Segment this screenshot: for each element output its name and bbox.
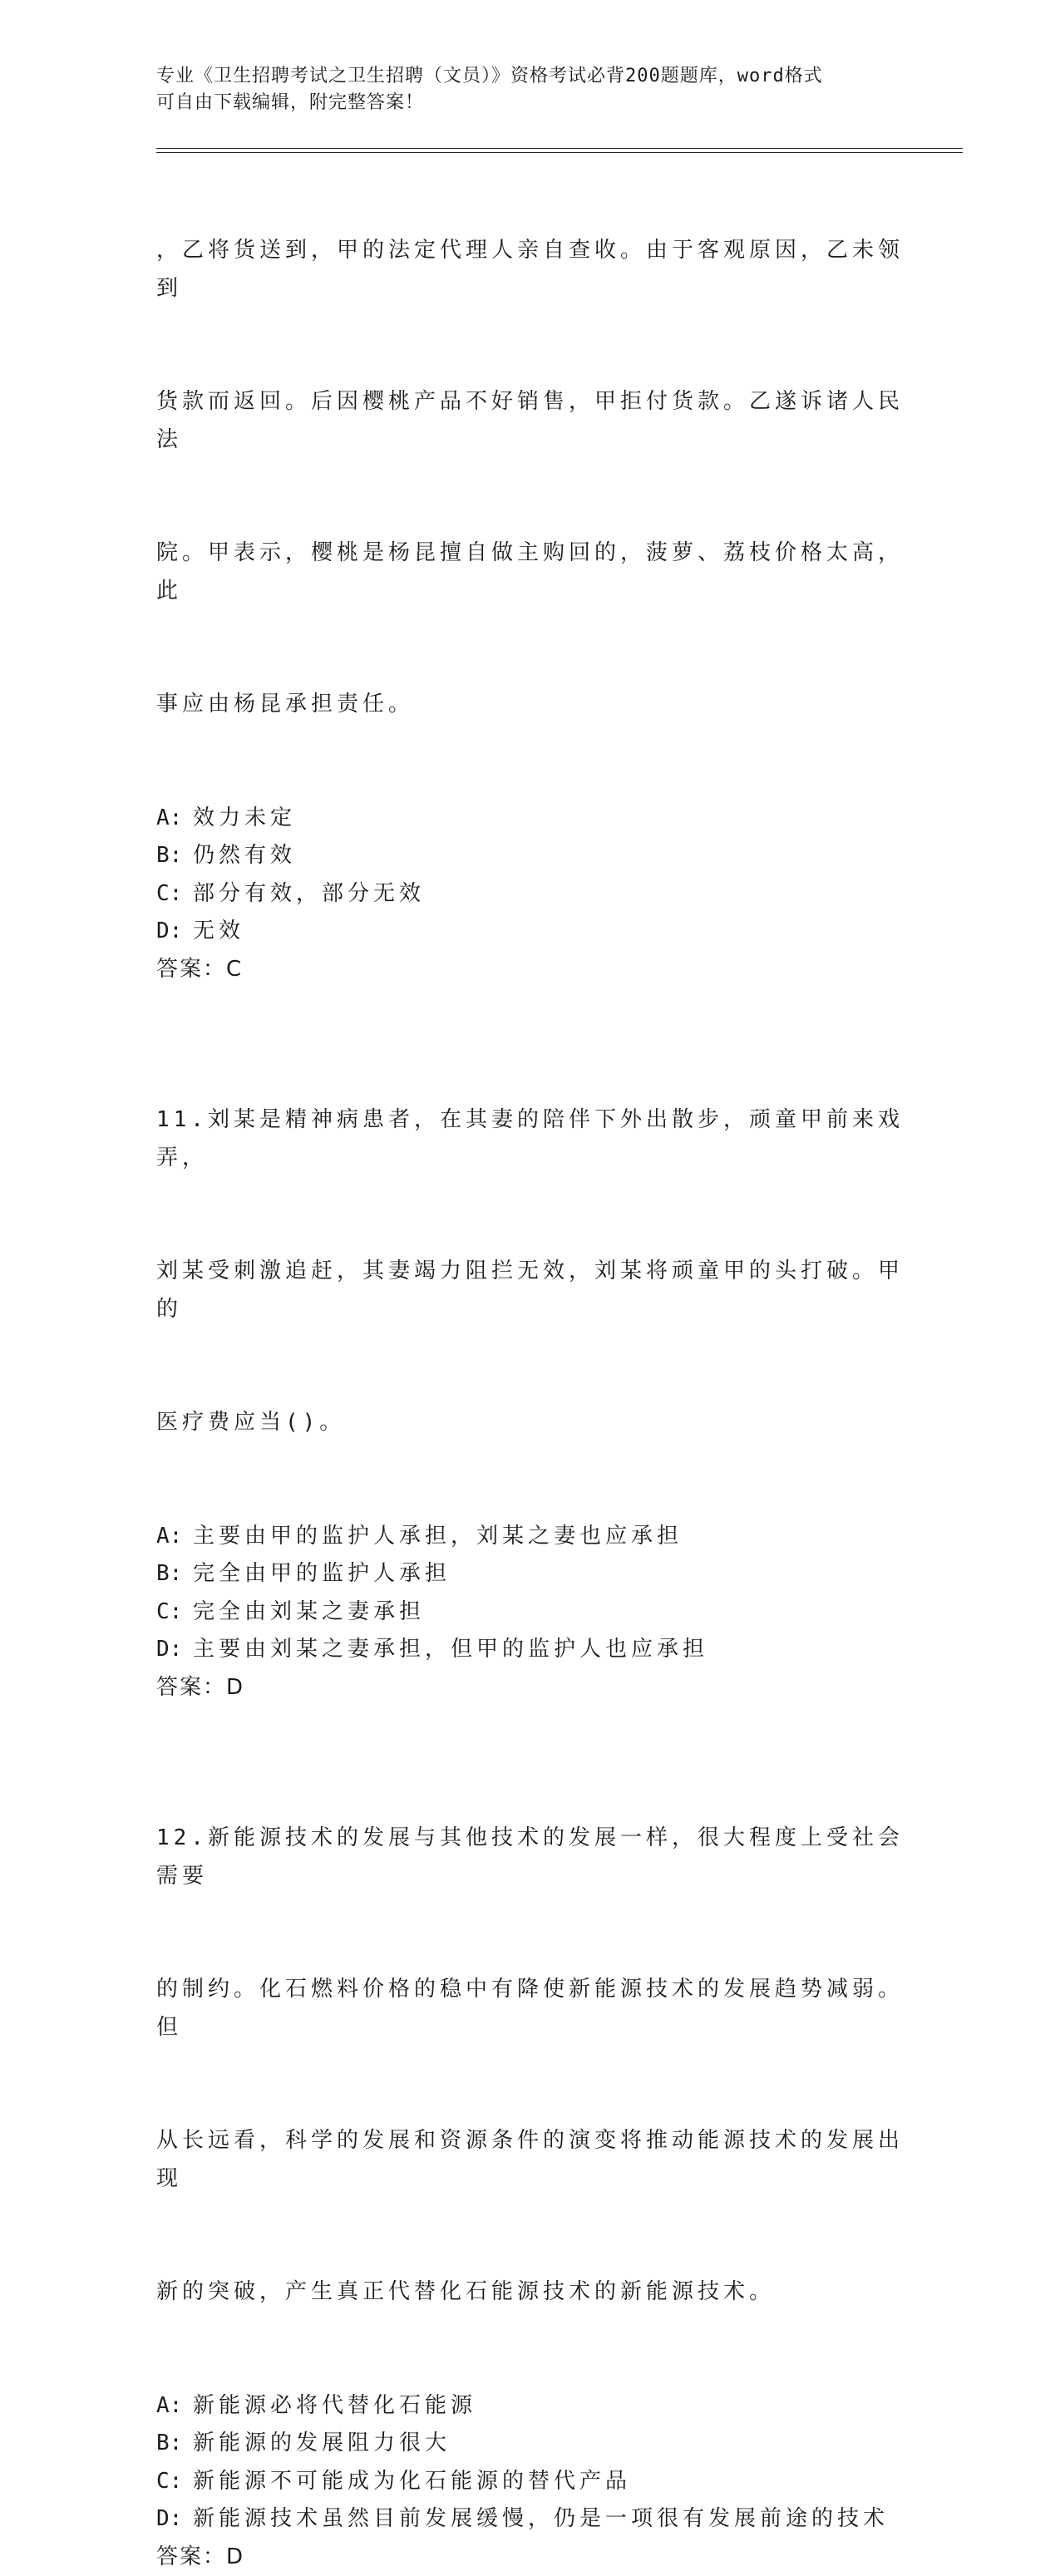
option-text: 仍然有效 — [193, 837, 296, 875]
option-text: 新能源技术虽然目前发展缓慢，仍是一项很有发展前途的技术 — [193, 2500, 889, 2539]
option-a — [156, 800, 905, 838]
option-letter: A: — [156, 1518, 193, 1556]
question-10 — [156, 156, 905, 988]
question-text-line: 从长远看，科学的发展和资源条件的演变将推动能源技术的发展出现 — [156, 2122, 905, 2198]
header-line-2: 可自由下载编辑，附完整答案！ — [156, 90, 905, 116]
option-letter: B: — [156, 1555, 193, 1593]
header-line-1: 专业《卫生招聘考试之卫生招聘（文员）》资格考试必背200题题库，word格式 — [156, 63, 905, 90]
option-text: 无效 — [193, 913, 244, 951]
option-b — [156, 2425, 905, 2463]
option-letter: C: — [156, 875, 193, 914]
option-c — [156, 1593, 905, 1632]
option-d — [156, 1631, 905, 1669]
option-d — [156, 913, 905, 951]
question-text-line: 12.新能源技术的发展与其他技术的发展一样，很大程度上受社会需要 — [156, 1820, 905, 1895]
document-header — [156, 63, 905, 116]
spacer — [156, 988, 905, 1026]
question-text-line: ，乙将货送到，甲的法定代理人亲自查收。由于客观原因，乙未领到 — [156, 232, 905, 308]
option-text: 新能源必将代替化石能源 — [193, 2387, 476, 2426]
answer-label: 答案：D — [156, 1669, 905, 1707]
question-text-line: 新的突破，产生真正代替化石能源技术的新能源技术。 — [156, 2273, 905, 2312]
question-text-line: 刘某受刺激追赶，其妻竭力阻拦无效，刘某将顽童甲的头打破。甲的 — [156, 1253, 905, 1328]
option-text: 新能源不可能成为化石能源的替代产品 — [193, 2463, 631, 2501]
answer-label: 答案：C — [156, 951, 905, 989]
option-text: 完全由甲的监护人承担 — [193, 1555, 451, 1593]
option-c — [156, 2463, 905, 2501]
option-text: 主要由甲的监护人承担，刘某之妻也应承担 — [193, 1518, 683, 1556]
option-letter: D: — [156, 913, 193, 951]
option-b — [156, 1555, 905, 1593]
question-text-line: 事应由杨昆承担责任。 — [156, 686, 905, 724]
option-letter: B: — [156, 2425, 193, 2463]
question-12 — [156, 1744, 905, 2576]
option-letter: C: — [156, 2463, 193, 2501]
option-text: 主要由刘某之妻承担，但甲的监护人也应承担 — [193, 1631, 708, 1669]
header-divider — [156, 148, 963, 153]
option-text: 新能源的发展阻力很大 — [193, 2425, 451, 2463]
option-letter: C: — [156, 1593, 193, 1632]
question-text-line: 医疗费应当()。 — [156, 1404, 905, 1442]
option-letter: A: — [156, 800, 193, 838]
question-text-line: 货款而返回。后因樱桃产品不好销售，甲拒付货款。乙遂诉诸人民法 — [156, 383, 905, 459]
question-12-text — [156, 1744, 905, 2387]
spacer — [156, 1707, 905, 1744]
option-letter: B: — [156, 837, 193, 875]
question-text-line: 院。甲表示，樱桃是杨昆擅自做主购回的，菠萝、荔枝价格太高，此 — [156, 534, 905, 610]
question-content — [156, 156, 905, 2576]
option-a — [156, 2387, 905, 2426]
question-11 — [156, 1026, 905, 1707]
question-text-line: 的制约。化石燃料价格的稳中有降使新能源技术的发展趋势减弱。但 — [156, 1971, 905, 2047]
option-text: 部分有效，部分无效 — [193, 875, 425, 914]
option-letter: D: — [156, 2500, 193, 2539]
option-letter: D: — [156, 1631, 193, 1669]
option-text: 效力未定 — [193, 800, 296, 838]
question-text-line: 11.刘某是精神病患者，在其妻的陪伴下外出散步，顽童甲前来戏弄， — [156, 1101, 905, 1177]
option-c — [156, 875, 905, 914]
question-10-text — [156, 156, 905, 800]
question-11-text — [156, 1026, 905, 1518]
option-a — [156, 1518, 905, 1556]
option-d — [156, 2500, 905, 2539]
answer-label: 答案：D — [156, 2539, 905, 2576]
option-text: 完全由刘某之妻承担 — [193, 1593, 425, 1632]
option-b — [156, 837, 905, 875]
option-letter: A: — [156, 2387, 193, 2426]
